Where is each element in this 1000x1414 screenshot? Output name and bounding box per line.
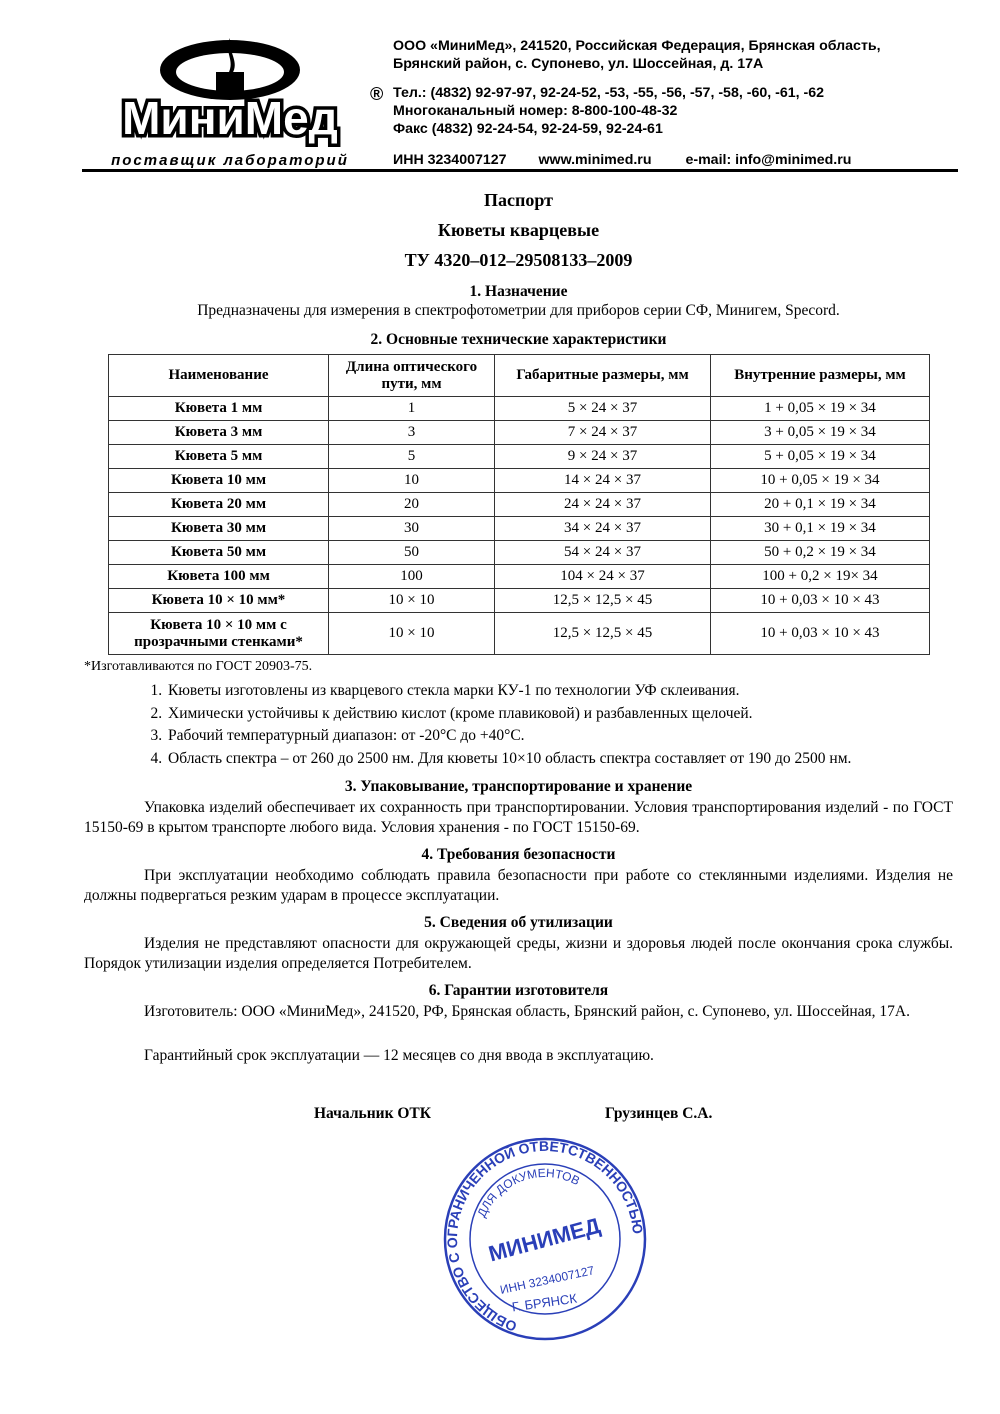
table-cell: 100: [329, 565, 495, 589]
table-cell: 10 + 0,03 × 10 × 43: [711, 613, 930, 655]
table-cell: Кювета 5 мм: [109, 445, 329, 469]
table-cell: 10 × 10: [329, 613, 495, 655]
table-cell: 20 + 0,1 × 19 × 34: [711, 493, 930, 517]
table-cell: 20: [329, 493, 495, 517]
table-header-row: [109, 355, 930, 397]
table-cell: 50 + 0,2 × 19 × 34: [711, 541, 930, 565]
table-cell: Кювета 50 мм: [109, 541, 329, 565]
email-link[interactable]: e-mail: info@minimed.ru: [685, 152, 852, 168]
doc-spec: ТУ 4320–012–29508133–2009: [404, 250, 633, 270]
signature-name: Грузинцев С.А.: [605, 1105, 713, 1122]
table-row: [109, 493, 930, 517]
table-cell: 5 × 24 × 37: [495, 397, 711, 421]
section-text: Гарантийный срок эксплуатации — 12 месяцев со дня ввода в эксплуатацию.: [144, 1047, 654, 1064]
doc-subtitle: Кюветы кварцевые: [437, 220, 600, 240]
list-item: 4. Область спектра – от 260 до 2500 нм. Для кюветы 10×10 область спектра составляет от 190 до 2500 нм.: [166, 748, 851, 771]
logo-wordmark: МиниМед: [122, 92, 338, 144]
list-item: 3. Рабочий температурный диапазон: от -20°С до +40°С.: [166, 725, 851, 748]
table-cell: Кювета 3 мм: [109, 421, 329, 445]
table-cell: 104 × 24 × 37: [495, 565, 711, 589]
table-cell: 54 × 24 × 37: [495, 541, 711, 565]
table-cell: 12,5 × 12,5 × 45: [495, 613, 711, 655]
section-text: При эксплуатации необходимо соблюдать правила безопасности при работе со стеклянными изделиями. Изделия не должны подвергаться резким ударам в процессе эксплуатации.: [84, 867, 953, 904]
specs-table: [108, 354, 930, 655]
table-header-cell: Внутренние размеры, мм: [711, 355, 930, 397]
section-text: Упаковка изделий обеспечивает их сохранность при транспортировании. Условия транспортирования изделий - по ГОСТ 15150-69 в крытом транспорте любого вида. Условия хранения - по ГОСТ 15150-69.: [84, 799, 953, 836]
stamp-inner-text: ДЛЯ ДОКУМЕНТОВ: [474, 1165, 583, 1220]
table-row: [109, 421, 930, 445]
table-cell: 3: [329, 421, 495, 445]
section-text: Изделия не представляют опасности для окружающей среды, жизни и здоровья людей после окончания срока службы. Порядок утилизации изделия определяется Потребителем.: [84, 935, 953, 972]
table-cell: Кювета 1 мм: [109, 397, 329, 421]
website-link[interactable]: www.minimed.ru: [538, 152, 652, 168]
inn: ИНН 3234007127: [393, 152, 507, 168]
section-heading: 6. Гарантии изготовителя: [428, 982, 609, 999]
section-heading: 5. Сведения об утилизации: [424, 914, 613, 931]
header-divider: [82, 169, 958, 172]
table-cell: 5 + 0,05 × 19 × 34: [711, 445, 930, 469]
table-row: [109, 541, 930, 565]
stamp-city: Г. БРЯНСК: [510, 1290, 578, 1315]
table-cell: 34 × 24 × 37: [495, 517, 711, 541]
table-cell: Кювета 30 мм: [109, 517, 329, 541]
table-row: [109, 613, 930, 655]
stamp-outer-text: ОБЩЕСТВО С ОГРАНИЧЕННОЙ ОТВЕТСТВЕННОСТЬЮ: [443, 1137, 647, 1335]
properties-list: [84, 680, 851, 770]
table-cell: 10: [329, 469, 495, 493]
table-row: [109, 469, 930, 493]
table-cell: 7 × 24 × 37: [495, 421, 711, 445]
table-cell: 9 × 24 × 37: [495, 445, 711, 469]
section-heading: 1. Назначение: [469, 283, 568, 300]
table-row: [109, 565, 930, 589]
table-cell: Кювета 20 мм: [109, 493, 329, 517]
address-line: Брянский район, с. Супонево, ул. Шоссейная, д. 17А: [393, 56, 764, 72]
table-cell: 30: [329, 517, 495, 541]
doc-title: Паспорт: [484, 190, 553, 210]
table-cell: Кювета 10 × 10 мм*: [109, 589, 329, 613]
table-footnote: *Изготавливаются по ГОСТ 20903-75.: [84, 659, 313, 674]
logo-tagline: поставщик лабораторий: [111, 152, 349, 169]
table-cell: Кювета 100 мм: [109, 565, 329, 589]
table-cell: 10 × 10: [329, 589, 495, 613]
table-cell: 100 + 0,2 × 19× 34: [711, 565, 930, 589]
table-cell: 3 + 0,05 × 19 × 34: [711, 421, 930, 445]
table-header-cell: Габаритные размеры, мм: [495, 355, 711, 397]
table-cell: 12,5 × 12,5 × 45: [495, 589, 711, 613]
table-cell: Кювета 10 мм: [109, 469, 329, 493]
table-cell: Кювета 10 × 10 мм с прозрачными стенками*: [109, 613, 329, 655]
company-stamp: [440, 1132, 650, 1352]
list-item: 2. Химически устойчивы к действию кислот (кроме плавиковой) и разбавленных щелочей.: [166, 703, 851, 726]
table-cell: 10 + 0,05 × 19 × 34: [711, 469, 930, 493]
company-contacts: [393, 84, 824, 138]
section-heading: 3. Упаковывание, транспортирование и хранение: [344, 778, 693, 795]
table-cell: 1: [329, 397, 495, 421]
signature-position: Начальник ОТК: [314, 1105, 432, 1122]
table-cell: 24 × 24 × 37: [495, 493, 711, 517]
table-row: [109, 445, 930, 469]
table-row: [109, 397, 930, 421]
table-cell: 30 + 0,1 × 19 × 34: [711, 517, 930, 541]
table-row: [109, 589, 930, 613]
company-logo: [80, 30, 384, 170]
table-cell: 14 × 24 × 37: [495, 469, 711, 493]
phone: Тел.: (4832) 92-97-97, 92-24-52, -53, -55, -56, -57, -58, -60, -61, -62: [393, 85, 825, 101]
stamp-inn: ИНН 3234007127: [498, 1263, 596, 1297]
fax: Факс (4832) 92-24-54, 92-24-59, 92-24-61: [393, 121, 663, 137]
section-heading: 4. Требования безопасности: [421, 846, 616, 863]
list-item: 1. Кюветы изготовлены из кварцевого стекла марки КУ-1 по технологии УФ склеивания.: [166, 680, 851, 703]
multichannel-phone: Многоканальный номер: 8-800-100-48-32: [393, 103, 678, 119]
table-header-cell: Наименование: [109, 355, 329, 397]
table-cell: 1 + 0,05 × 19 × 34: [711, 397, 930, 421]
address-line: ООО «МиниМед», 241520, Российская Федерация, Брянская область,: [393, 38, 881, 54]
section-text: Предназначены для измерения в спектрофотометрии для приборов серии СФ, Минигем, Specord.: [197, 302, 840, 319]
table-cell: 10 + 0,03 × 10 × 43: [711, 589, 930, 613]
stamp-center-text: МИНИМЕД: [485, 1212, 603, 1267]
table-header-cell: Длина оптического пути, мм: [329, 355, 495, 397]
section-text: Изготовитель: ООО «МиниМед», 241520, РФ, Брянская область, Брянский район, с. Супонево, ул. Шоссейная, 17А.: [144, 1003, 910, 1020]
registered-mark: ®: [370, 84, 384, 104]
table-row: [109, 517, 930, 541]
company-address: [393, 37, 881, 73]
table-cell: 50: [329, 541, 495, 565]
company-ids: [393, 151, 953, 169]
table-cell: 5: [329, 445, 495, 469]
section-heading: 2. Основные технические характеристики: [370, 331, 667, 348]
